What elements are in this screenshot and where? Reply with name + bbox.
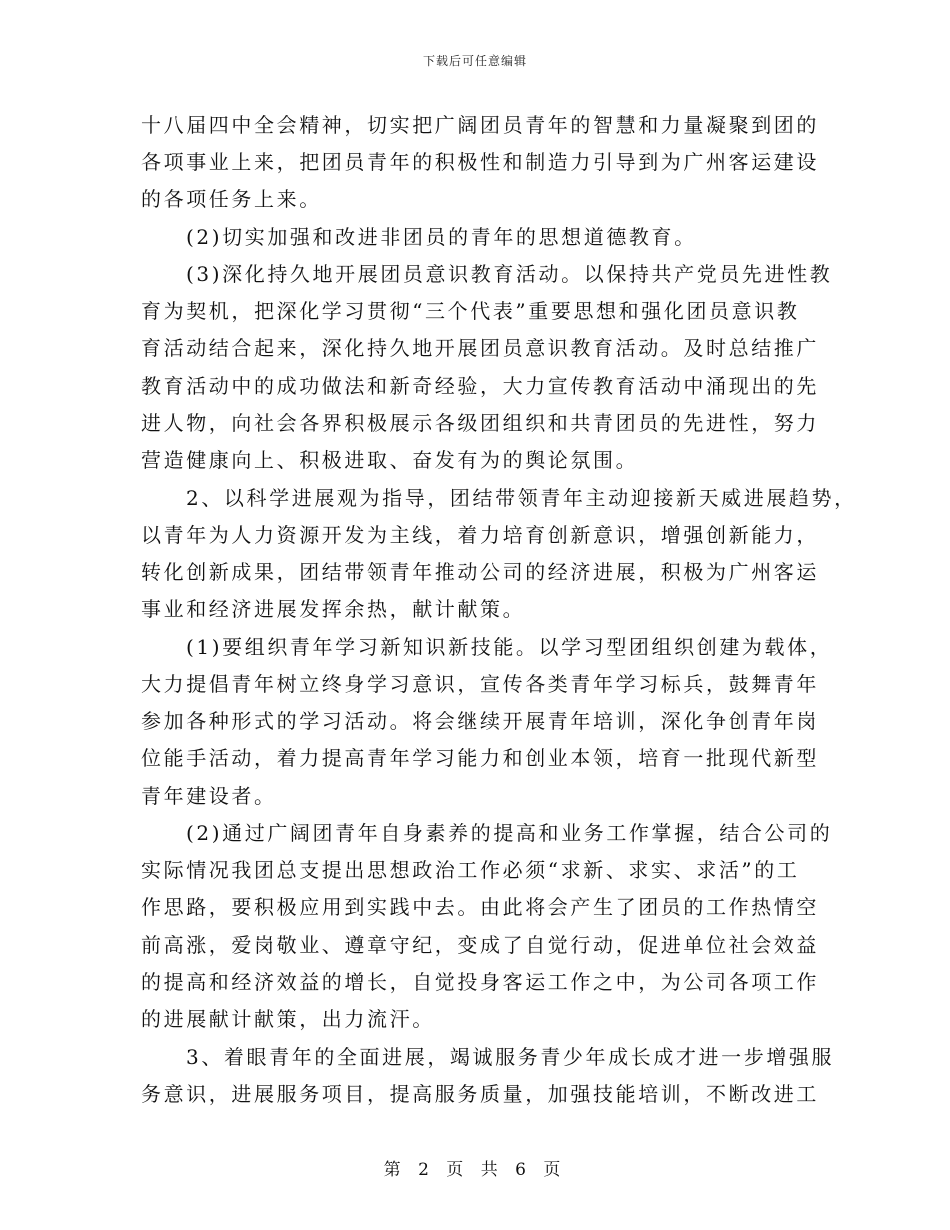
- body-line: 务意识，进展服务项目，提高服务质量，加强技能培训，不断改进工: [141, 1082, 819, 1106]
- body-line: (2)通过广阔团青年自身素养的提高和业务工作掌握，结合公司的: [186, 821, 833, 845]
- body-line: 育为契机，把深化学习贯彻“三个代表”重要思想和强化团员意识教: [141, 299, 800, 323]
- body-line: 营造健康向上、积极进取、奋发有为的舆论氛围。: [141, 448, 639, 472]
- body-line: 育活动结合起来，深化持久地开展团员意识教育活动。及时总结推广: [141, 336, 819, 360]
- body-line: (2)切实加强和改进非团员的青年的思想道德教育。: [186, 225, 697, 249]
- body-line: 的提高和经济效益的增长，自觉投身客运工作之中，为公司各项工作: [141, 970, 819, 994]
- body-line: 前高涨，爱岗敬业、遵章守纪，变成了自觉行动，促进单位社会效益: [141, 933, 819, 957]
- body-line: 以青年为人力资源开发为主线，着力培育创新意识，增强创新能力，: [141, 523, 819, 547]
- page-header-note: 下载后可任意编辑: [422, 54, 527, 68]
- body-line: 十八届四中全会精神，切实把广阔团员青年的智慧和力量凝聚到团的: [141, 113, 819, 137]
- body-line: 教育活动中的成功做法和新奇经验，大力宣传教育活动中涌现出的先: [141, 374, 819, 398]
- body-line: 3、着眼青年的全面进展，竭诚服务青少年成长成才进一步增强服: [186, 1045, 835, 1069]
- body-line: (3)深化持久地开展团员意识教育活动。以保持共产党员先进性教: [186, 262, 833, 286]
- body-line: 各项事业上来，把团员青年的积极性和制造力引导到为广州客运建设: [141, 150, 819, 174]
- body-line: 的各项任务上来。: [141, 187, 322, 211]
- body-line: 青年建设者。: [141, 784, 277, 808]
- body-line: 的进展献计献策，出力流汗。: [141, 1007, 435, 1031]
- body-line: 作思路，要积极应用到实践中去。由此将会产生了团员的工作热情空: [141, 895, 819, 919]
- body-line: 进人物，向社会各界积极展示各级团组织和共青团员的先进性，努力: [141, 411, 819, 435]
- body-line: 实际情况我团总支提出思想政治工作必须“求新、求实、求活”的工: [141, 858, 800, 882]
- body-line: 位能手活动，着力提高青年学习能力和创业本领，培育一批现代新型: [141, 746, 819, 770]
- body-line: 参加各种形式的学习活动。将会继续开展青年培训，深化争创青年岗: [141, 709, 819, 733]
- body-line: (1)要组织青年学习新知识新技能。以学习型团组织创建为载体，: [186, 635, 833, 659]
- body-line: 2、以科学进展观为指导，团结带领青年主动迎接新天威进展趋势，: [186, 486, 857, 510]
- body-line: 大力提倡青年树立终身学习意识，宣传各类青年学习标兵，鼓舞青年: [141, 672, 819, 696]
- page-number-footer: 第 2 页 共 6 页: [383, 1160, 567, 1180]
- body-line: 转化创新成果，团结带领青年推动公司的经济进展，积极为广州客运: [141, 560, 819, 584]
- body-line: 事业和经济进展发挥余热，献计献策。: [141, 597, 526, 621]
